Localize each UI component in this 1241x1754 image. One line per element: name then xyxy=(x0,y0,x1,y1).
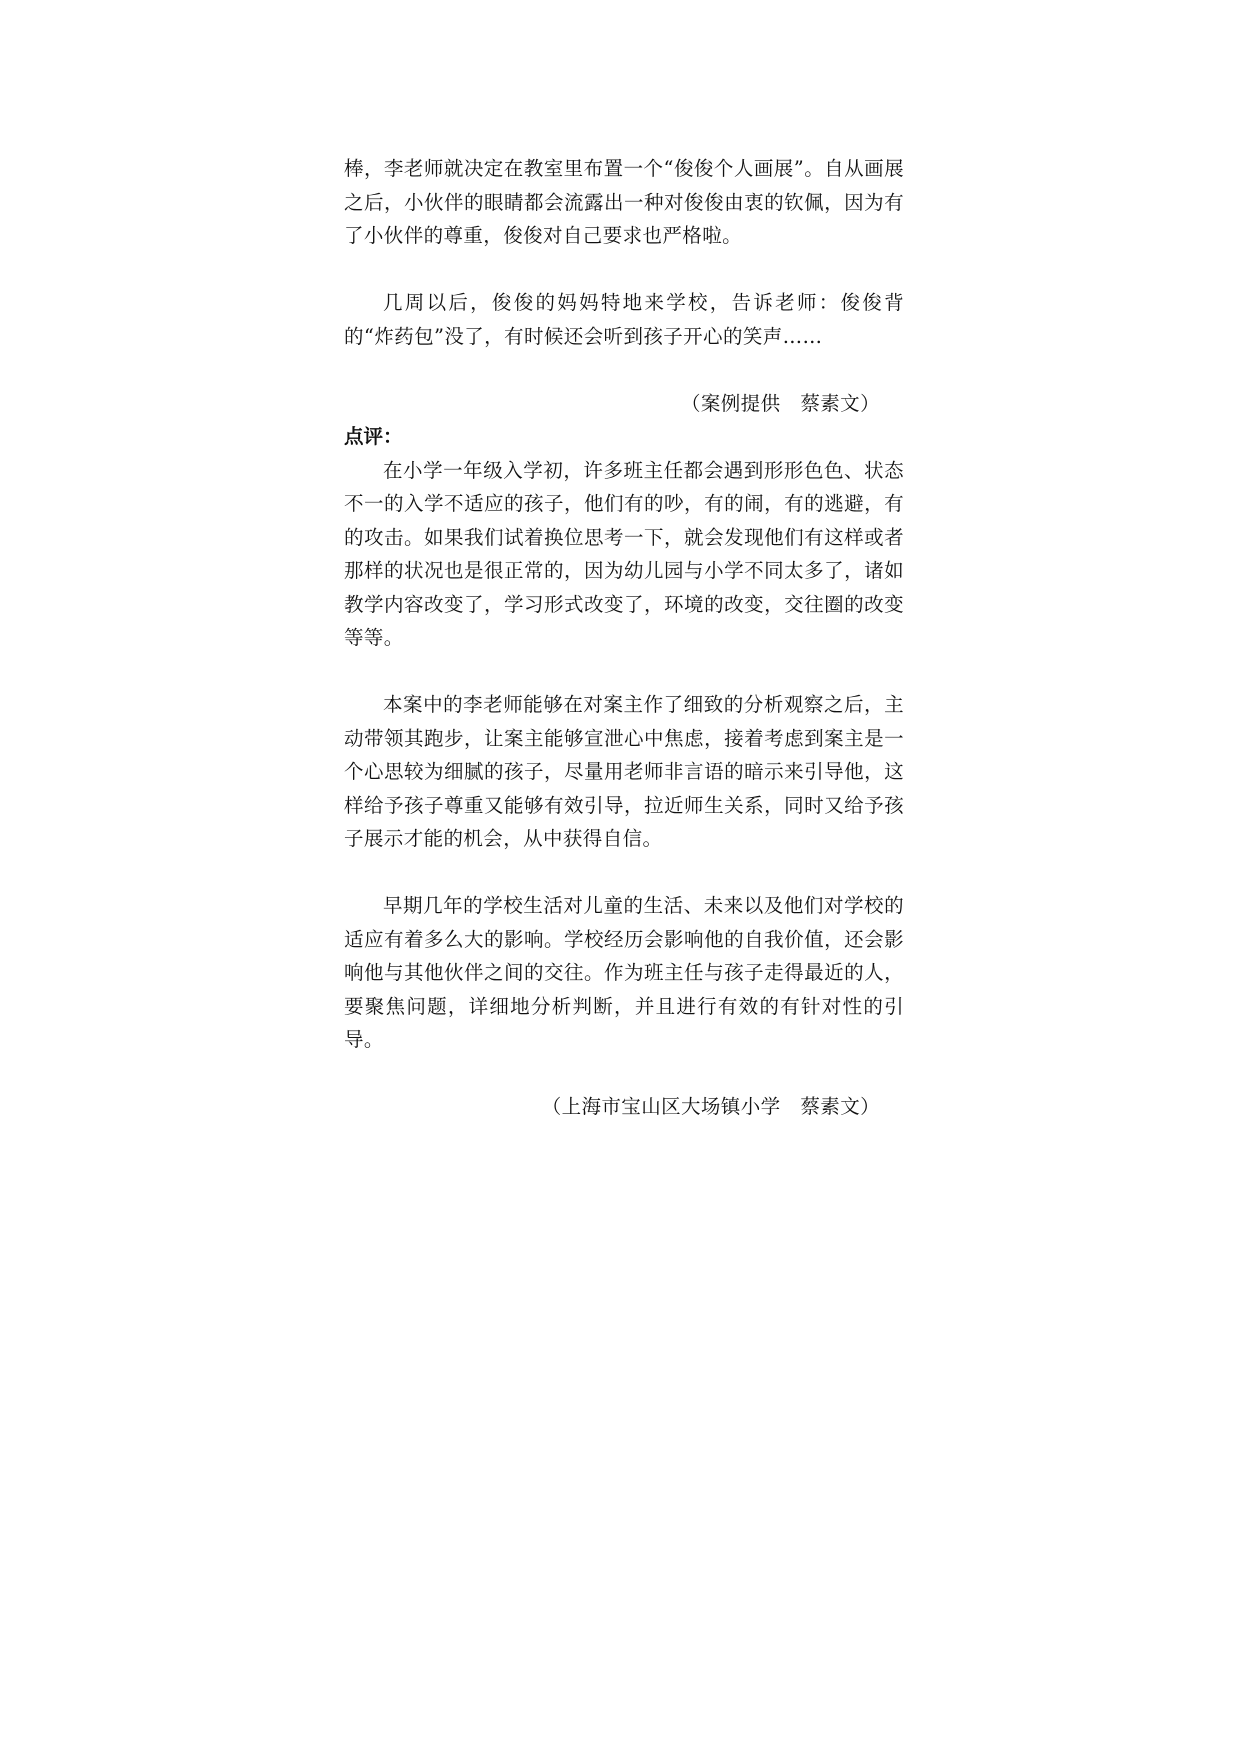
paragraph-spacer xyxy=(344,856,904,890)
paragraph-spacer xyxy=(344,655,904,689)
review-paragraph-3: 早期几年的学校生活对儿童的生活、未来以及他们对学校的适应有着多么大的影响。学校经历会影响他的自我价值，还会影响他与其他伙伴之间的交往。作为班主任与孩子走得最近的人，要聚焦问题，详细地分析判断，并且进行有效的有针对性的引导。 xyxy=(344,894,904,1051)
case-attribution: （案例提供 蔡素文） xyxy=(680,391,880,415)
paragraph-spacer xyxy=(344,253,904,287)
review-attribution: （上海市宝山区大场镇小学 蔡素文） xyxy=(541,1095,880,1118)
review-paragraph-2: 本案中的李老师能够在对案主作了细致的分析观察之后，主动带领其跑步，让案主能够宣泄心中焦虑，接着考虑到案主是一个心思较为细腻的孩子，尽量用老师非言语的暗示来引导他，这样给予孩子尊重又能够有效引导，拉近师生关系，同时又给予孩子展示才能的机会，从中获得自信。 xyxy=(344,693,904,850)
paragraph-spacer xyxy=(344,353,904,387)
story-paragraph-ending: 几周以后，俊俊的妈妈特地来学校，告诉老师：俊俊背的“炸药包”没了，有时候还会听到孩子开心的笑声…… xyxy=(344,291,904,348)
story-paragraph-continuation: 棒，李老师就决定在教室里布置一个“俊俊个人画展”。自从画展之后，小伙伴的眼睛都会流露出一种对俊俊由衷的钦佩，因为有了小伙伴的尊重，俊俊对自己要求也严格啦。 xyxy=(344,157,904,247)
review-heading: 点评： xyxy=(344,425,403,448)
paragraph-spacer xyxy=(344,1057,904,1091)
review-paragraph-1: 在小学一年级入学初，许多班主任都会遇到形形色色、状态不一的入学不适应的孩子，他们有的吵，有的闹，有的逃避，有的攻击。如果我们试着换位思考一下，就会发现他们有这样或者那样的状况也是很正常的，因为幼儿园与小学不同太多了，诸如教学内容改变了，学习形式改变了，环境的改变，交往圈的改变等等。 xyxy=(344,458,904,649)
page-content xyxy=(344,152,904,1124)
